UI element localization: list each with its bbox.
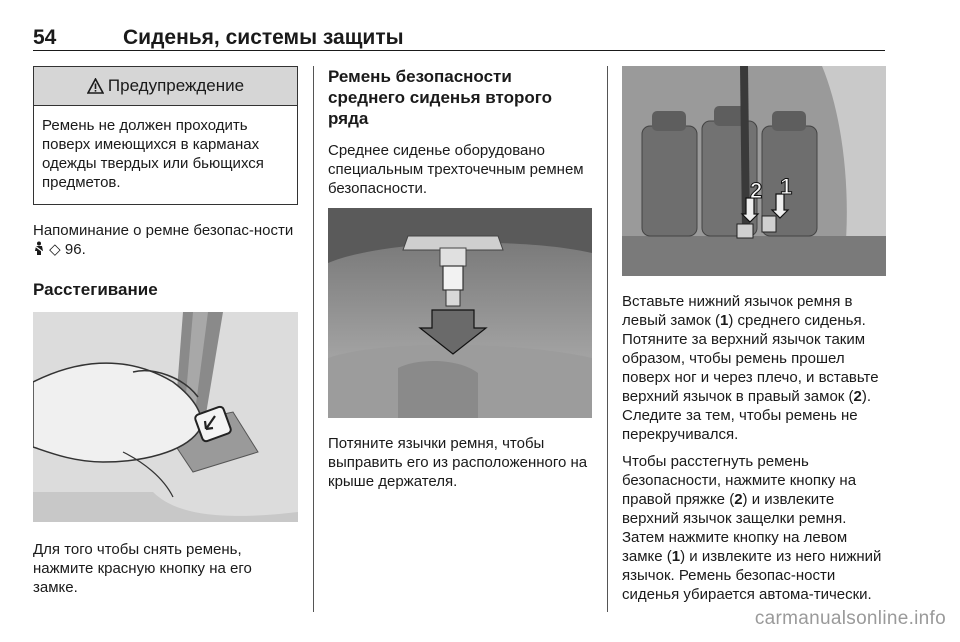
roof-holder-illustration	[328, 208, 592, 418]
heading-middle-seatbelt: Ремень безопасности среднего сиденья второго ряда	[328, 67, 553, 128]
column-1	[33, 66, 298, 597]
insert-ref-1: 1	[720, 312, 729, 329]
column-2	[328, 66, 592, 491]
watermark: carmanualsonline.info	[754, 608, 946, 629]
reference-page: 96.	[64, 241, 86, 258]
insert-text-b: ) среднего сиденья. Потяните за верхний язычок таким образом, чтобы ремень прошел поверх ног и через плечо, и вставьте верхний язычок в правый замок (	[622, 312, 879, 405]
heading-unfasten: Расстегивание	[33, 280, 158, 299]
page-header	[33, 20, 885, 51]
insert-text-a: Вставьте нижний язычок ремня в левый замок (	[622, 293, 853, 329]
unfasten-text: Для того чтобы снять ремень, нажмите красную кнопку на его замке.	[33, 541, 252, 596]
release-text-a: Чтобы расстегнуть ремень безопасности, нажмите кнопку на правой пряжке (	[622, 453, 857, 508]
rear-seat-illustration	[622, 66, 886, 276]
reminder-paragraph	[33, 221, 298, 259]
warning-box	[33, 66, 298, 205]
reminder-text: Напоминание о ремне безопас-ности	[33, 222, 294, 239]
release-text	[622, 452, 886, 604]
column-divider	[313, 66, 314, 612]
column-divider	[607, 66, 608, 612]
callout-2: 2	[750, 178, 763, 203]
release-ref-1: 1	[671, 548, 681, 565]
column-3	[622, 66, 886, 604]
insert-text	[622, 292, 886, 444]
reference-arrow: ◇	[49, 241, 61, 258]
callout-1: 1	[780, 174, 793, 199]
warning-title: Предупреждение	[107, 76, 245, 95]
section-title: Сиденья, системы защиты	[123, 26, 404, 49]
seatbelt-icon	[33, 241, 45, 256]
warning-triangle-icon	[87, 78, 104, 94]
release-ref-2: 2	[734, 491, 743, 508]
insert-ref-2: 2	[853, 388, 862, 405]
page-number: 54	[33, 26, 57, 49]
warning-text: Ремень не должен проходить поверх имеющихся в карманах одежды твердых или бьющихся предметов.	[42, 117, 264, 191]
buckle-release-illustration	[33, 312, 298, 522]
pull-text: Потяните язычки ремня, чтобы выправить его из расположенного на крыше держателя.	[328, 435, 588, 490]
release-text-c: ) и извлеките из него нижний язычок. Ремень безопас-ности сиденья убирается автома-тически.	[622, 548, 882, 603]
middle-seatbelt-intro: Среднее сиденье оборудовано специальным трехточечным ремнем безопасности.	[328, 142, 584, 197]
release-text-b: ) и извлеките верхний язычок защелки ремня. Затем нажмите кнопку на левом замке (	[622, 491, 848, 565]
insert-text-c: ). Следите за тем, чтобы ремень не перекручивался.	[622, 388, 872, 443]
warning-header	[34, 67, 297, 106]
